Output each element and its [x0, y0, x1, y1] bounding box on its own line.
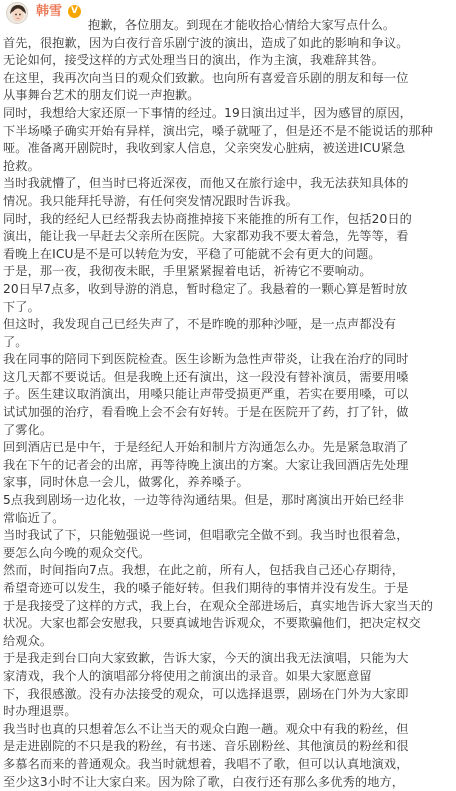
post-body	[3, 17, 453, 791]
post-text-line: 希望奇迹可以发生，我的嗓子能好转。但我们期待的事情并没有发生。于是	[3, 581, 409, 595]
post-text-line: 常临近了。	[3, 510, 65, 525]
post-text-line: 我在下午的记者会的出席，再等待晚上演出的方案。大家让我回酒店先处理	[3, 457, 409, 472]
post-text-line: 于是，那一夜，我彻夜未眠，手里紧紧握着电话，祈祷它不要响动。	[3, 264, 372, 279]
post-text-line: 然而，时间指向7点。我想，在此之前，所有人，包括我自己还心存期待，	[3, 563, 405, 578]
post-text-line: 抢救。	[3, 158, 40, 173]
post-text-line: 首先，很抱歉，因为白夜行音乐剧宁波的演出，造成了如此的影响和争议。	[3, 35, 409, 50]
author-name[interactable]: 韩雪	[36, 4, 63, 19]
post-text-line: 看晚上在ICU是不是可以转危为安，平稳了可能就不会有更大的问题。	[3, 246, 381, 261]
post-text-line: 家事，同时休息一会儿，做雾化，养养嗓子。	[3, 475, 249, 490]
post-text-line: 于是我接受了这样的方式，我上台，在观众全部进场后，真实地告诉大家当天的	[3, 598, 434, 613]
post-text-line: 这几天都不要说话。但是我晚上还有演出，这一段没有替补演员，需要用嗓	[3, 369, 409, 384]
post-text-line: 时办理退票。	[3, 704, 77, 719]
post-text-line: 同时，我想给大家还原一下事情的经过。19日演出过半，因为感冒的原因，	[3, 105, 412, 120]
post-text-line: 要怎么向今晚的观众交代。	[3, 545, 151, 560]
post-text-line: 哑。准备离开剧院时，我收到家人信息，父亲突发心脏病，被送进ICU紧急	[3, 141, 406, 156]
post-text-line: 给观众。	[3, 633, 53, 648]
post-text-line: 是走进剧院的不只是我的粉丝，有书迷、音乐剧粉丝、其他演员的粉丝和很	[3, 739, 409, 754]
post-text-line: 了。	[3, 334, 28, 349]
post-text-line: 从事舞台艺术的朋友们说一声抱歉。	[3, 88, 200, 103]
post-text-line: 下，我很感激。没有办法接受的观众，可以选择退票，剧场在门外为大家即	[3, 686, 409, 701]
post-text-line: 了雾化。	[3, 422, 53, 437]
post-text-line: 在这里，我再次向当日的观众们致歉。也向所有喜爱音乐剧的朋友和每一位	[3, 70, 409, 85]
post-text-line: 回到酒店已是中午，于是经纪人开始和制片方沟通怎么办。先是紧急取消了	[3, 440, 409, 455]
post-text-line: 状况。大家也都会安慰我，只要真诚地告诉观众，不要欺骗他们，把决定权交	[3, 616, 421, 631]
verified-badge-icon: V	[68, 5, 81, 18]
post-text-line: 我当时也真的只想着怎么不让当天的观众白跑一趟。观众中有我的粉丝，但	[3, 721, 409, 736]
post-text-line: 当时我试了下，只能勉强说一些词，但唱歌完全做不到。我当时也很着急，	[3, 528, 409, 543]
post-text-line: 于是我走到台口向大家致歉，告诉大家，今天的演出我无法演唱，只能为大	[3, 651, 409, 666]
post-text-line: 当时我就懵了，但当时已将近深夜，而他又在旅行途中，我无法获知具体的	[3, 176, 409, 191]
post-text-line: 无论如何，接受这样的方式处理当日的演出，作为主演，我难辞其咎。	[3, 53, 384, 68]
post-text-line: 子。医生建议取消演出，用嗓只能让声带受损更严重，若实在要用嗓，可以	[3, 387, 409, 402]
post-text-line: 我在同事的陪同下到医院检查。医生诊断为急性声带炎，让我在治疗的同时	[3, 352, 409, 367]
post-text-line: 20日早7点多，收到导游的消息，暂时稳定了。我悬着的一颗心算是暂时放	[3, 281, 408, 296]
post-text-line: 5点我到剧场一边化妆，一边等待沟通结果。但是，那时离演出开始已经非	[3, 493, 405, 508]
post-text-line: 但这时，我发现自己已经失声了，不是昨晚的那种沙哑，是一点声都没有	[3, 317, 397, 332]
post-text-line: 至少这3小时不让大家白来。因为除了歌，白夜行还有那么多优秀的地方，	[3, 774, 405, 789]
post-text-line: 家清戏，我个人的演唱部分将使用之前演出的录音。如果大家愿意留	[3, 668, 372, 683]
post-text-line: 同时，我的经纪人已经帮我去协商推掉接下来能推的所有工作，包括20日的	[3, 211, 412, 226]
post-text-line: 情况。我只能拜托导游，有任何突发情况跟时告诉我。	[3, 193, 298, 208]
post-text-line: 下了。	[3, 299, 40, 314]
post-text-line: 试试加强的治疗，看看晚上会不会有好转。于是在医院开了药，打了针，做	[3, 405, 409, 420]
post-text-line: 抱歉，各位朋友。到现在才能收拾心情给大家写点什么。	[88, 18, 396, 32]
post-text-line: 演出，能让我一早赶去父亲所在医院。大家都劝我不要太着急，先等等，看	[3, 229, 409, 244]
post-text-line: 多慕名而来的普通观众。我当时就想着，我唱不了歌，但可以认真地演戏，	[3, 756, 409, 771]
post-text-line: 下半场嗓子确实开始有异样，演出完，嗓子就哑了，但是还不是不能说话的那种	[3, 123, 434, 138]
